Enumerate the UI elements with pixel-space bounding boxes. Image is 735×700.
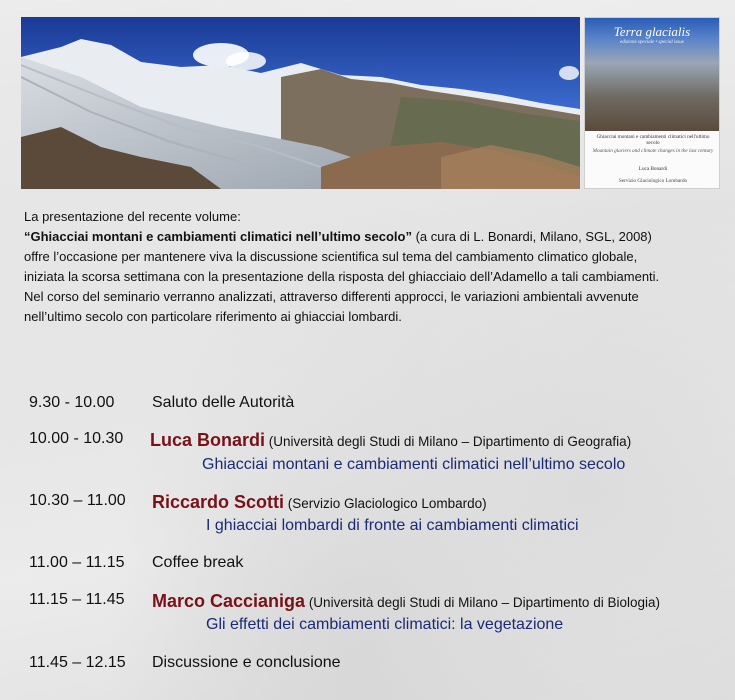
book-edition: edizione speciale • special issue <box>620 40 684 45</box>
speaker-name: Riccardo Scotti <box>152 492 285 512</box>
talk-title: Ghiacciai montani e cambiamenti climatici nell’ultimo secolo <box>202 456 626 473</box>
intro-line <box>24 227 724 247</box>
book-title-italian: Ghiacciai montani e cambiamenti climatici nell'ultimo secolo <box>596 134 710 146</box>
program-time: 11.00 – 11.15 <box>29 554 125 571</box>
program-speaker-line <box>152 591 660 612</box>
book-author: Luca Bonardi <box>638 166 668 172</box>
book-cover <box>584 17 720 189</box>
program-time: 11.15 – 11.45 <box>29 591 125 608</box>
speaker-name: Marco Caccianiga <box>152 591 306 611</box>
book-title: Terra glacialis <box>613 24 691 39</box>
book-title-english: Mountain glaciers and climate changes in the last century <box>592 148 714 154</box>
speaker-affiliation: (Università degli Studi di Milano – Dipartimento di Geografia) <box>265 434 632 449</box>
program-time: 10.00 - 10.30 <box>29 430 124 447</box>
program-time: 11.45 – 12.15 <box>29 654 126 671</box>
glacier-panorama-photo <box>21 17 580 189</box>
intro-line: offre l’occasione per mantenere viva la discussione scientifica sul tema del cambiamento climatico globale, <box>24 249 638 264</box>
talk-title: I ghiacciai lombardi di fronte ai cambiamenti climatici <box>206 517 579 534</box>
book-publisher: Servizio Glaciologico Lombardo <box>618 178 688 184</box>
program-label: Saluto delle Autorità <box>152 394 295 411</box>
intro-text <box>24 207 724 327</box>
book-citation: (a cura di L. Bonardi, Milano, SGL, 2008) <box>411 229 652 244</box>
intro-line: La presentazione del recente volume: <box>24 209 241 224</box>
intro-line: Nel corso del seminario verranno analizzati, attraverso differenti approcci, le variazioni ambientali avvenute <box>24 289 639 304</box>
program-speaker-line <box>152 492 487 513</box>
program-speaker-line <box>150 430 631 451</box>
speaker-affiliation: (Università degli Studi di Milano – Dipartimento di Biologia) <box>305 595 660 610</box>
talk-title: Gli effetti dei cambiamenti climatici: la vegetazione <box>206 616 564 633</box>
speaker-affiliation: (Servizio Glaciologico Lombardo) <box>284 496 487 511</box>
speaker-name: Luca Bonardi <box>150 430 266 450</box>
program-label: Discussione e conclusione <box>152 654 341 671</box>
intro-line: iniziata la scorsa settimana con la presentazione della risposta del ghiacciaio dell’Adamello a tali cambiamenti. <box>24 269 660 284</box>
program-label: Coffee break <box>152 554 244 571</box>
program-time: 9.30 - 10.00 <box>29 394 115 411</box>
book-title-quote: “Ghiacciai montani e cambiamenti climatici nell’ultimo secolo” <box>24 229 412 244</box>
program-time: 10.30 – 11.00 <box>29 492 126 509</box>
intro-line: nell’ultimo secolo con particolare riferimento ai ghiacciai lombardi. <box>24 309 402 324</box>
